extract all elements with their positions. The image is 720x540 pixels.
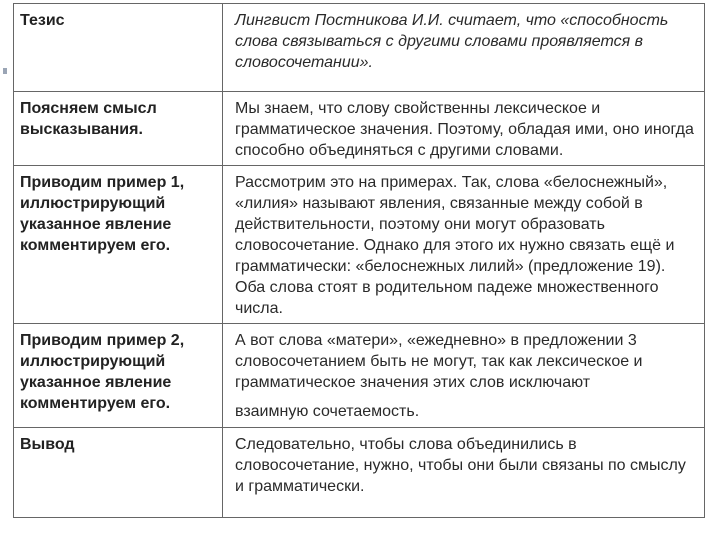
table-row-explanation [14, 92, 705, 166]
row-text-container [223, 324, 705, 428]
row-label: Приводим пример 1, иллюстрирующий указанное явление комментируем его. [14, 166, 223, 324]
row-text: Рассмотрим это на примерах. Так, слова «белоснежный», «лилия» называют явления, связанные между собой в действительности, поэтому они могут образовать словосочетание. Однако для этого их нужно связать ещё и грамматически: «белоснежных лилий» (предложение 19). Оба слова стоят в родительном падеже множественного числа. [223, 166, 705, 324]
table-row-thesis [14, 4, 705, 92]
row-text: Следовательно, чтобы слова объединились в словосочетание, нужно, чтобы они были связаны по смыслу и грамматически. [223, 428, 705, 518]
table-row-example-2 [14, 324, 705, 428]
table-row-example-1 [14, 166, 705, 324]
table-row-conclusion [14, 428, 705, 518]
bullet-marker [3, 68, 7, 74]
essay-plan-table [13, 3, 705, 518]
row-label: Тезис [14, 4, 223, 92]
row-label: Приводим пример 2, иллюстрирующий указанное явление комментируем его. [14, 324, 223, 428]
row-text: Мы знаем, что слову свойственны лексическое и грамматическое значения. Поэтому, обладая ими, оно иногда способно объединяться с другими словами. [223, 92, 705, 166]
row-text-tail: взаимную сочетаемость. [235, 403, 420, 420]
row-text: Лингвист Постникова И.И. считает, что «способность слова связываться с другими словами проявляется в словосочетании». [223, 4, 705, 92]
row-label: Поясняем смысл высказывания. [14, 92, 223, 166]
row-label: Вывод [14, 428, 223, 518]
row-text: А вот слова «матери», «ежедневно» в предложении 3 словосочетанием быть не могут, так как лексическое и грамматическое значения этих слов исключают [235, 332, 643, 391]
